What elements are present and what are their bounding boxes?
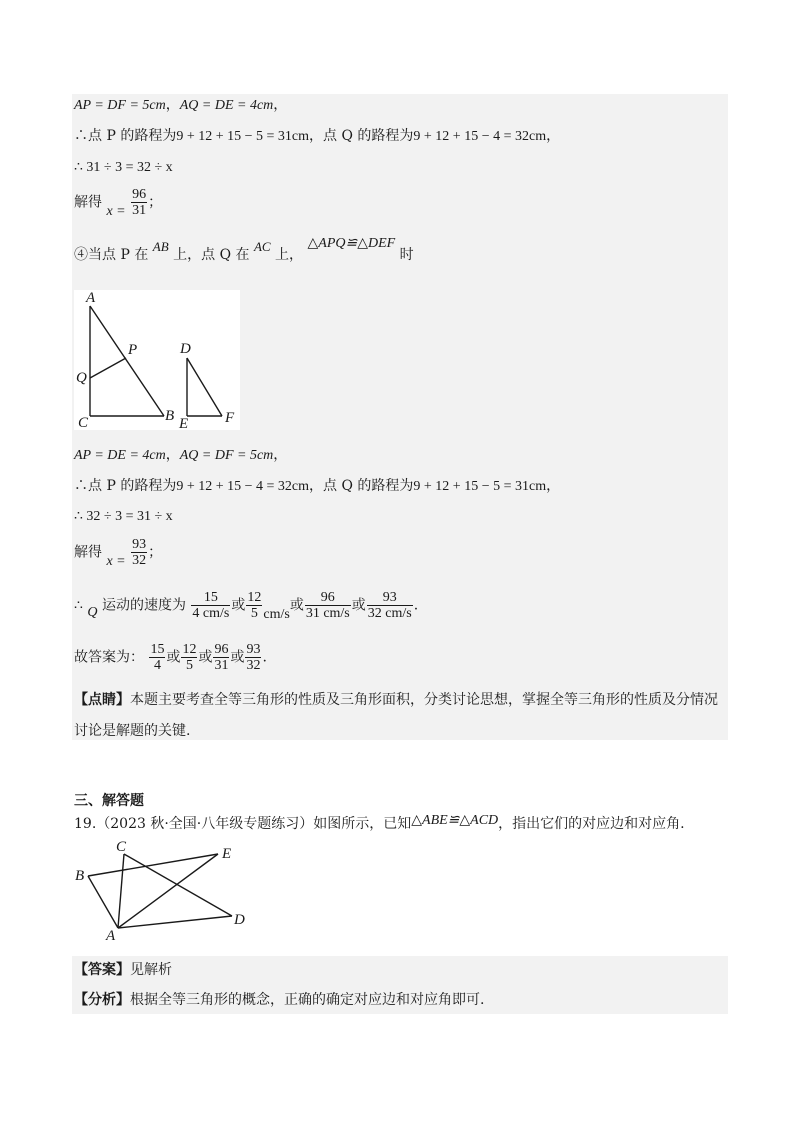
case3-equalities: AP = DF = 5cm，AQ = DE = 4cm， <box>74 97 288 113</box>
fraction: $\frac{96}{31 cm/s}$ <box>305 590 350 621</box>
segment-ac <box>118 854 124 928</box>
vertex-label-e: E <box>222 846 232 862</box>
segment-ad <box>118 916 232 928</box>
speed-conclusion: ∴ Q 运动的速度为 $\frac{15}{4 cm/s}$ 或 $\frac{12}{5}$ cm/s或 $\frac{96}{31 cm/s}$ 或 $\frac{93}{32 cm/s}$ . <box>74 590 419 622</box>
fraction: $\frac{93}{32}$ <box>246 642 261 673</box>
vertex-label-c: C <box>116 839 127 855</box>
fraction: $\frac{12}{5}$ <box>182 642 197 673</box>
vertex-label-f: F <box>225 410 235 426</box>
question-19: 19.（2023 秋·全国·八年级专题练习）如图所示，已知△ABE≌△ACD，指出它们的对应边和对应角. <box>74 813 685 832</box>
vertex-label-b: B <box>75 868 85 884</box>
vertex-label-a: A <box>86 290 96 306</box>
fraction: $\frac{93}{32}$ <box>132 537 147 568</box>
segment-ab <box>88 876 118 928</box>
fraction: $\frac{93}{32 cm/s}$ <box>367 590 412 621</box>
case3-solution: 解得 x = $\frac{96}{31}$ ； <box>74 187 163 219</box>
comment-line-2: 讨论是解题的关键. <box>74 723 191 739</box>
vertex-label-a: A <box>106 928 116 942</box>
case3-ratio: ∴ 31 ÷ 3 = 32 ÷ x <box>74 160 173 175</box>
fraction: $\frac{96}{31}$ <box>214 642 229 673</box>
answer-fill: 故答案为： $\frac{15}{4}$ 或 $\frac{12}{5}$ 或 $\frac{96}{31}$ 或 $\frac{93}{32}$ . <box>74 642 267 673</box>
vertex-label-b: B <box>165 408 175 424</box>
segment-be <box>88 854 218 876</box>
triangle-figure-2 <box>72 836 272 942</box>
case4-intro: ④当点 P 在 AB 上，点 Q 在 AC 上， △APQ≌△DEF 时 <box>74 236 414 263</box>
fraction: $\frac{15}{4 cm/s}$ <box>192 590 230 621</box>
case3-paths: ∴点 P 的路程为9 + 12 + 15 − 5 = 31cm，点 Q 的路程为9 + 12 + 15 − 4 = 32cm， <box>74 128 561 144</box>
fraction: $\frac{12}{5}$ <box>247 590 262 621</box>
vertex-label-e: E <box>179 416 189 430</box>
segment-ab <box>90 306 164 416</box>
case4-ratio: ∴ 32 ÷ 3 = 31 ÷ x <box>74 509 173 524</box>
vertex-label-p: P <box>128 342 138 358</box>
vertex-label-q: Q <box>76 370 87 386</box>
segment-cd <box>124 854 232 916</box>
vertex-label-d: D <box>180 341 191 357</box>
triangle-figure-1 <box>74 290 240 430</box>
case4-solution: 解得 x = $\frac{93}{32}$ ； <box>74 537 163 569</box>
vertex-label-d: D <box>234 912 245 928</box>
case4-equalities: AP = DE = 4cm，AQ = DF = 5cm， <box>74 447 288 463</box>
fraction: $\frac{15}{4}$ <box>150 642 165 673</box>
analysis-line: 【分析】根据全等三角形的概念，正确的确定对应边和对应角即可. <box>74 992 485 1008</box>
comment-line-1: 【点睛】本题主要考查全等三角形的性质及三角形面积，分类讨论思想，掌握全等三角形的性质及分情况 <box>74 692 718 708</box>
segment-qp <box>90 358 126 378</box>
section-title: 三、解答题 <box>74 793 144 809</box>
segment-ae <box>118 854 218 928</box>
segment-df <box>187 358 222 416</box>
vertex-label-c: C <box>78 415 89 430</box>
fraction: $\frac{96}{31}$ <box>132 187 147 218</box>
case4-paths: ∴点 P 的路程为9 + 12 + 15 − 4 = 32cm，点 Q 的路程为9 + 12 + 15 − 5 = 31cm， <box>74 478 561 494</box>
answer-line: 【答案】见解析 <box>74 962 172 978</box>
